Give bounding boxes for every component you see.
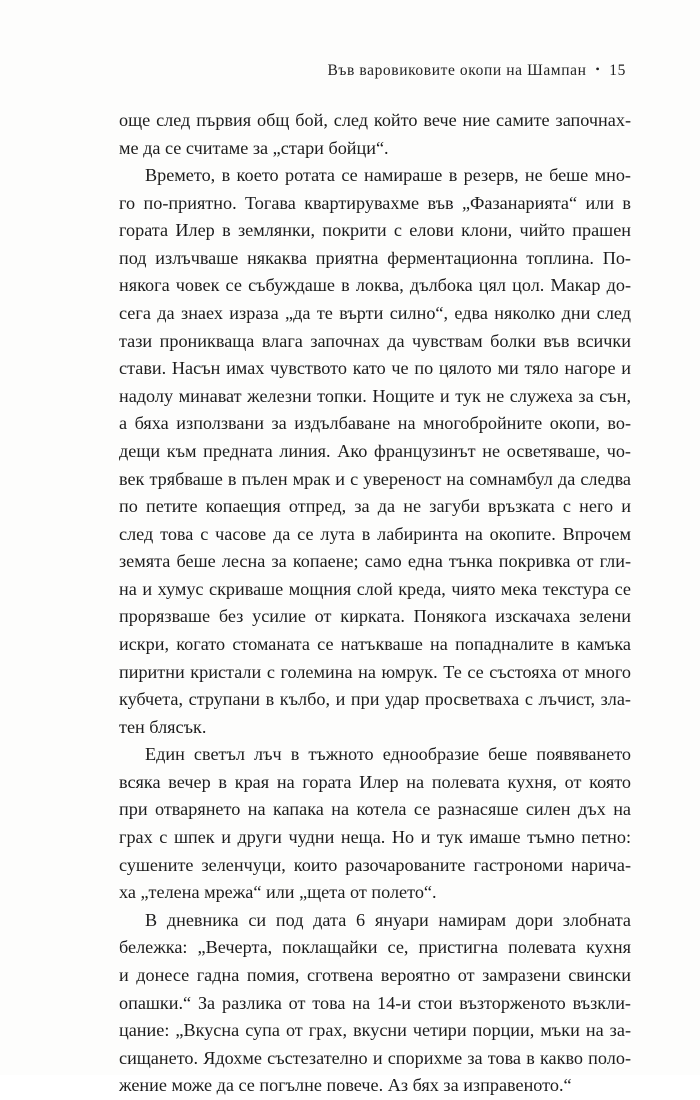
text-line: век трябваше в пълен мрак и с увереност на сомнамбул да следва [119,468,631,489]
text-line: по петите копаещия отпред, за да не загуби връзката с него и [119,496,631,517]
text-line: жение може да се погълне повече. Аз бях за изправеното.“ [119,1075,572,1096]
text-line: надолу минават железни топки. Нощите и тук не служеха за сън, [119,385,631,406]
text-line: земята беше лесна за копаене; само една тънка покривка от гли- [119,551,631,572]
text-line: някога човек се събуждаше в локва, дълбока цял цол. Макар до- [119,275,631,296]
text-line: сега да знаех израза „да те върти силно“, едва няколко дни след [119,303,631,324]
text-line: бележка: „Вечерта, поклащайки се, пристигна полевата кухня [119,937,631,958]
text-line: В дневника си под дата 6 януари намирам дори злобната [145,909,631,930]
text-line: още след първия общ бой, след който вече ние самите започнах- [119,110,631,130]
text-line: го по-приятно. Тогава квартирувахме във „Фазанарията“ или в [119,192,631,213]
text-line: при отварянето на капака на котела се разнасяше силен дъх на [119,799,631,820]
header-separator: • [595,62,601,76]
body-text [119,107,631,1100]
text-line: сушените зеленчуци, които разочарованите гастрономи нарича- [119,854,631,875]
text-line: и донесе гадна помия, сготвена вероятно от замразени свински [119,964,631,985]
text-line: стави. Насън имах чувството като че по цялото ми тяло нагоре и [119,358,631,379]
running-title: Във варовиковите окопи на Шампан [327,62,587,79]
text-line: пиритни кристали с големина на юмрук. Те се състояха от много [119,661,631,682]
text-line: цание: „Вкусна супа от грах, вкусни четири порции, мъки на за- [119,1020,631,1041]
text-line: тази проникваща влага започнах да чувствам болки във всички [119,330,631,351]
text-line: искри, когато стоманата се натъкваше на попадналите в камъка [119,633,631,654]
text-line: тен блясък. [119,716,207,737]
text-line: ме да се считаме за „стари бойци“. [119,137,389,158]
running-header [327,62,626,80]
text-line: прорязваше без усилие от кирката. Понякога изскачаха зелени [119,606,631,627]
text-line: след това с часове да се лута в лабиринта на окопите. Впрочем [119,523,631,544]
text-line: Времето, в което ротата се намираше в резерв, не беше мно- [145,165,631,186]
text-line: дещи към предната линия. Ако французинът не осветяваше, чо- [119,440,631,461]
text-line: под излъчваше някаква приятна ферментационна топлина. По- [119,247,631,268]
text-line: грах с шпек и други чудни неща. Но и тук имаше тъмно петно: [119,827,631,848]
text-line: Един светъл лъч в тъжното еднообразие беше появяването [145,744,631,765]
text-line: гората Илер в землянки, покрити с елови клони, чийто прашен [119,220,631,241]
text-line: всяка вечер в края на гората Илер на полевата кухня, от която [119,771,631,792]
text-line: опашки.“ За разлика от това на 14-и стои възторженото възкли- [119,992,631,1013]
text-line: ха „телена мрежа“ или „щета от полето“. [119,882,437,903]
text-line: на и хумус скриваше мощния слой креда, чиято мека текстура се [119,578,631,599]
text-line: а бяха използвани за издълбаване на многобройните окопи, во- [119,413,631,434]
text-line: сищането. Ядохме състезателно и спорихме за това в какво поло- [119,1047,631,1068]
page-number: 15 [609,62,626,79]
text-line: кубчета, струпани в кълбо, и при удар просветваха с лъчист, зла- [119,689,631,710]
